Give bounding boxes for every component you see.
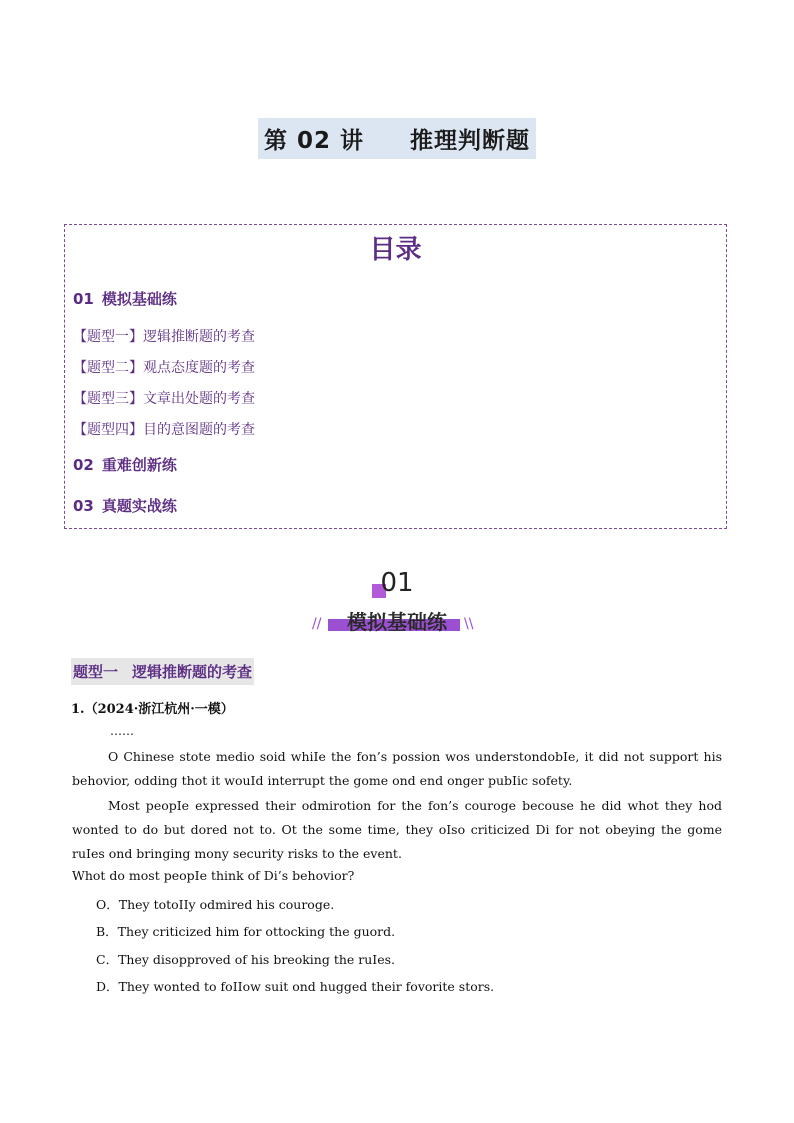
option-b[interactable]: B．They criticized him for ottocking the guord.: [96, 924, 396, 939]
table-of-contents: [64, 224, 727, 529]
toc-section-02[interactable]: [73, 454, 177, 475]
passage-paragraph: O Chinese stote medio soid whiIe the fon’s possion wos understondobIe, it did not support his behovior, odding thot it wouId interrupt the gome ond end onger pubIic sofety.: [72, 749, 722, 788]
toc-section-label: 模拟基础练: [101, 290, 177, 308]
option-c[interactable]: C．They disopproved of his breoking the ruIes.: [96, 952, 396, 967]
toc-heading: 目录: [369, 235, 422, 265]
toc-item-type-2[interactable]: 【题型二】观点态度题的考查: [73, 360, 255, 376]
banner-slash-right: \\: [464, 616, 474, 632]
type-label-left: 题型一: [73, 663, 119, 681]
toc-section-num: 03: [73, 497, 94, 515]
page-title: [0, 118, 794, 159]
toc-section-num: 01: [73, 290, 94, 308]
option-a[interactable]: O．They totoIIy odmired his couroge.: [96, 897, 335, 912]
toc-section-03[interactable]: [73, 495, 177, 516]
section-number: 01: [380, 568, 414, 598]
question-header: 1.（2024·浙江杭州·一模）: [71, 702, 234, 717]
toc-item-type-4[interactable]: 【题型四】目的意图题的考查: [73, 422, 255, 438]
question-prompt: Whot do most peopIe think of Di’s behovior?: [72, 868, 355, 883]
passage-ellipsis: ……: [110, 724, 134, 738]
option-d[interactable]: D．They wonted to foIIow suit ond hugged their fovorite stors.: [96, 979, 495, 994]
title-lecture: 第 02 讲: [263, 128, 365, 154]
question-type-label: [71, 658, 254, 685]
toc-section-label: 重难创新练: [101, 456, 177, 474]
toc-section-label: 真题实战练: [101, 497, 177, 515]
type-label-right: 逻辑推断题的考查: [132, 663, 253, 681]
section-banner: [0, 606, 794, 635]
section-title: 模拟基础练: [347, 610, 447, 634]
toc-item-type-1[interactable]: 【题型一】逻辑推断题的考查: [73, 329, 255, 345]
passage-paragraph: Most peopIe expressed their odmirotion for the fon’s couroge becouse he did whot they hod wonted to do but dored not to. Ot the some time, they oIso criticized Di for not obeying the gome ruIes ond bringing mony security risks to the event.: [72, 798, 722, 861]
toc-item-type-3[interactable]: 【题型三】文章出处题的考查: [73, 391, 255, 407]
banner-slash-left: //: [312, 616, 322, 632]
title-topic: 推理判断题: [410, 128, 531, 154]
toc-section-01[interactable]: [73, 288, 177, 309]
toc-section-num: 02: [73, 456, 94, 474]
page-title-box: [258, 118, 536, 159]
